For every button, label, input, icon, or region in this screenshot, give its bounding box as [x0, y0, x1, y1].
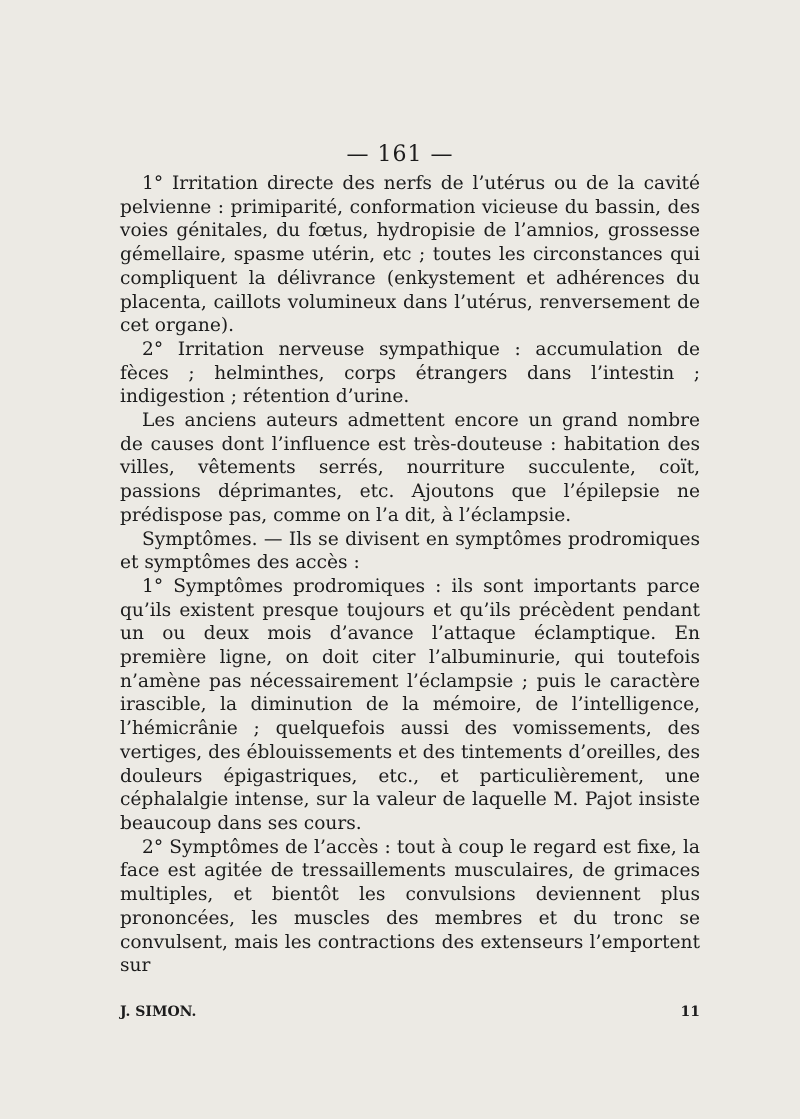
paragraph-irritation-sympathique: 2° Irritation nerveuse sympathique : accumulation de fèces ; helminthes, corps étrangers dans l’intestin ; indigestion ; rétention d’urine. [120, 338, 700, 408]
paragraph-symptomes-heading: Symptômes. — Ils se divisent en symptômes prodromiques et symptômes des accès : [120, 528, 700, 574]
signature-mark: 11 [680, 1004, 700, 1020]
paragraph-anciens-auteurs: Les anciens auteurs admettent encore un grand nombre de causes dont l’influence est très-douteuse : habitation des villes, vêtements serrés, nourriture succulente, coït, passions déprimantes, etc. Ajoutons que l’épilepsie ne prédispose pas, comme on l’a dit, à l’éclampsie. [120, 410, 700, 526]
paragraph-symptomes-prodromiques: 1° Symptômes prodromiques : ils sont importants parce qu’ils existent presque toujours et qu’ils précèdent pendant un ou deux mois d’avance l’attaque éclamptique. En première ligne, on doit citer l’albuminurie, qui toutefois n’amène pas nécessairement l’éclampsie ; puis le caractère irascible, la diminution de la mémoire, de l’intelligence, l’hémicrânie ; quelquefois aussi des vomissements, des vertiges, des éblouissements et des tintements d’oreilles, des douleurs épigastriques, etc., et particulièrement, une céphalalgie intense, sur la valeur de laquelle M. Pajot insiste beaucoup dans ses cours. [120, 575, 700, 834]
paragraph-irritation-directe: 1° Irritation directe des nerfs de l’utérus ou de la cavité pelvienne : primiparité, conformation vicieuse du bassin, des voies génitales, du fœtus, hydropisie de l’amnios, grossesse gémellaire, spasme utérin, etc ; toutes les circonstances qui compliquent la délivrance (enkystement et adhérences du placenta, caillots volumineux dans l’utérus, renversement de cet organe). [120, 173, 700, 337]
page-footer [120, 1004, 700, 1020]
page-number: — 161 — [346, 142, 454, 167]
body-text [120, 172, 700, 978]
footer-author: J. SIMON. [120, 1004, 197, 1020]
paragraph-symptomes-acces: 2° Symptômes de l’accès : tout à coup le regard est fixe, la face est agitée de tressaillements musculaires, de grimaces multiples, et bientôt les convulsions deviennent plus prononcées, les muscles des membres et du tronc se convulsent, mais les contractions des extenseurs l’emportent sur [120, 836, 700, 977]
